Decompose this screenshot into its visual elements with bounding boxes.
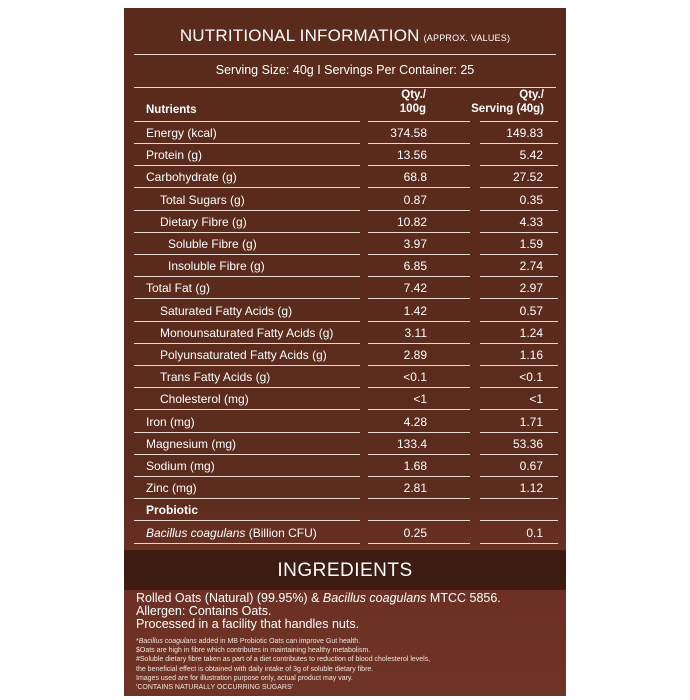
- table-row: [124, 499, 566, 521]
- nutrient-name: Polyunsaturated Fatty Acids (g): [160, 348, 327, 362]
- nutrient-name: Iron (mg): [146, 414, 195, 429]
- ingredients-title: INGREDIENTS: [277, 560, 413, 581]
- table-row: [124, 255, 566, 277]
- per-serving-value: 2.74: [519, 259, 543, 274]
- per-serving-value: 0.35: [519, 192, 543, 207]
- per-serving-value: 1.24: [519, 325, 543, 340]
- table-row: [124, 477, 566, 499]
- row-divider: [480, 543, 558, 544]
- footnote-line: 'CONTAINS NATURALLY OCCURRING SUGARS': [136, 684, 293, 691]
- nutrient-name: Dietary Fibre (g): [160, 214, 247, 229]
- footnote-line: *Bacillus coagulans added in MB Probiotic Oats can improve Gut health.: [136, 638, 361, 645]
- per-100g-value: 6.85: [403, 259, 427, 274]
- per-100g-value: 7.42: [403, 281, 427, 296]
- nutrient-name: Cholesterol (mg): [160, 392, 249, 407]
- per-100g-value: <1: [413, 392, 427, 407]
- per-100g-value: 10.82: [396, 214, 427, 229]
- divider: [134, 54, 556, 55]
- per-serving-value: 53.36: [512, 436, 543, 451]
- nutrient-name: Magnesium (mg): [146, 436, 237, 451]
- per-serving-header-line2: Serving (40g): [471, 103, 544, 115]
- nutrient-name: Total Sugars (g): [160, 192, 245, 207]
- per-100g-value: 3.97: [403, 237, 427, 251]
- per-100g-value: 374.58: [390, 126, 427, 140]
- table-row: [124, 166, 566, 188]
- per-serving-value: 1.16: [519, 348, 543, 362]
- per-100g-value: 0.25: [403, 525, 427, 540]
- per-100g-value: 1.68: [403, 459, 427, 473]
- per-100g-value: <0.1: [403, 370, 427, 385]
- per-100g-value: 0.87: [403, 192, 427, 207]
- table-row: [124, 366, 566, 388]
- nutrients-header: Nutrients: [146, 104, 197, 116]
- per-100g-value: 133.4: [396, 436, 427, 451]
- ingredients-line-1: [136, 591, 501, 605]
- per-serving-value: 27.52: [512, 170, 543, 185]
- per-serving-value: 0.57: [519, 303, 543, 318]
- table-row: [124, 322, 566, 344]
- facility-line: Processed in a facility that handles nuts.: [136, 617, 360, 631]
- table-row: [124, 144, 566, 166]
- per-100g-header: [332, 88, 426, 116]
- nutrient-name: Saturated Fatty Acids (g): [160, 303, 293, 318]
- per-serving-header: [450, 88, 544, 116]
- table-row: [124, 455, 566, 477]
- table-row: [124, 277, 566, 299]
- per-100g-value: 2.81: [403, 481, 427, 496]
- table-row: [124, 189, 566, 211]
- panel-title-text: NUTRITIONAL INFORMATION: [179, 26, 420, 45]
- per-serving-value: <1: [529, 392, 543, 407]
- per-serving-value: 149.83: [506, 126, 543, 140]
- nutrient-name: Protein (g): [146, 148, 203, 163]
- per-serving-value: 0.67: [519, 459, 543, 473]
- per-serving-value: 5.42: [519, 148, 543, 163]
- ingredients-italic: Bacillus coagulans: [322, 591, 427, 605]
- panel-title: [124, 26, 566, 46]
- per-100g-header-line1: Qty./: [401, 89, 426, 101]
- per-serving-value: 0.1: [526, 525, 543, 540]
- table-row: [124, 344, 566, 366]
- per-serving-value: <0.1: [519, 370, 543, 385]
- per-100g-value: 3.11: [404, 325, 427, 340]
- header-divider: [134, 121, 360, 122]
- panel-title-note: (APPROX. VALUES): [423, 33, 511, 43]
- nutrient-name: Bacillus coagulans (Billion CFU): [146, 525, 317, 540]
- nutrition-panel: [124, 8, 566, 696]
- per-serving-value: 4.33: [519, 214, 543, 229]
- per-100g-value: 68.8: [403, 170, 427, 185]
- table-row: [124, 522, 566, 544]
- per-100g-value: 4.28: [403, 414, 427, 429]
- nutrient-name: Soluble Fibre (g): [168, 237, 257, 251]
- header-divider: [368, 121, 470, 122]
- per-100g-value: 2.89: [403, 348, 427, 362]
- ingredients-text: Rolled Oats (Natural) (99.95%) &: [136, 591, 323, 605]
- nutrient-name: Carbohydrate (g): [146, 170, 237, 185]
- allergen-line: Allergen: Contains Oats.: [136, 604, 272, 618]
- table-row: [124, 433, 566, 455]
- nutrient-name: Insoluble Fibre (g): [168, 259, 265, 274]
- per-100g-value: 1.42: [403, 303, 427, 318]
- footnote-line: the beneficial effect is obtained with daily intake of 3g of soluble dietary fibre.: [136, 665, 374, 673]
- nutrient-name: Trans Fatty Acids (g): [160, 370, 271, 385]
- header-divider: [480, 121, 558, 122]
- footnote-line: #Soluble dietary fibre taken as part of a diet contributes to reduction of blood cholesterol levels,: [136, 656, 431, 664]
- footnote-line: Images used are for illustration purpose only, actual product may vary.: [136, 674, 353, 682]
- nutrient-name: Total Fat (g): [146, 281, 211, 296]
- per-serving-value: 1.59: [519, 237, 543, 251]
- per-100g-header-line2: 100g: [399, 103, 426, 115]
- table-row: [124, 300, 566, 322]
- table-row: [124, 388, 566, 410]
- nutrient-name: Probiotic: [146, 503, 199, 518]
- table-row: [124, 122, 566, 144]
- ingredients-text: MTCC 5856.: [426, 591, 501, 605]
- row-divider: [368, 543, 470, 544]
- nutrient-name: Energy (kcal): [146, 126, 217, 140]
- nutrient-name: Zinc (mg): [146, 481, 197, 496]
- per-100g-value: 13.56: [396, 148, 427, 163]
- nutrient-name: Sodium (mg): [146, 459, 215, 473]
- table-row: [124, 211, 566, 233]
- per-serving-value: 1.71: [519, 414, 543, 429]
- row-divider: [134, 543, 360, 544]
- table-row: [124, 233, 566, 255]
- footnote-line: $Oats are high in fibre which contributes in maintaining healthy metabolism.: [136, 647, 371, 655]
- per-serving-value: 2.97: [519, 281, 543, 296]
- nutrient-name: Monounsaturated Fatty Acids (g): [160, 325, 334, 340]
- table-row: [124, 411, 566, 433]
- per-serving-header-line1: Qty./: [519, 89, 544, 101]
- serving-info: Serving Size: 40g I Servings Per Container: 25: [215, 63, 475, 77]
- per-serving-value: 1.12: [519, 481, 543, 496]
